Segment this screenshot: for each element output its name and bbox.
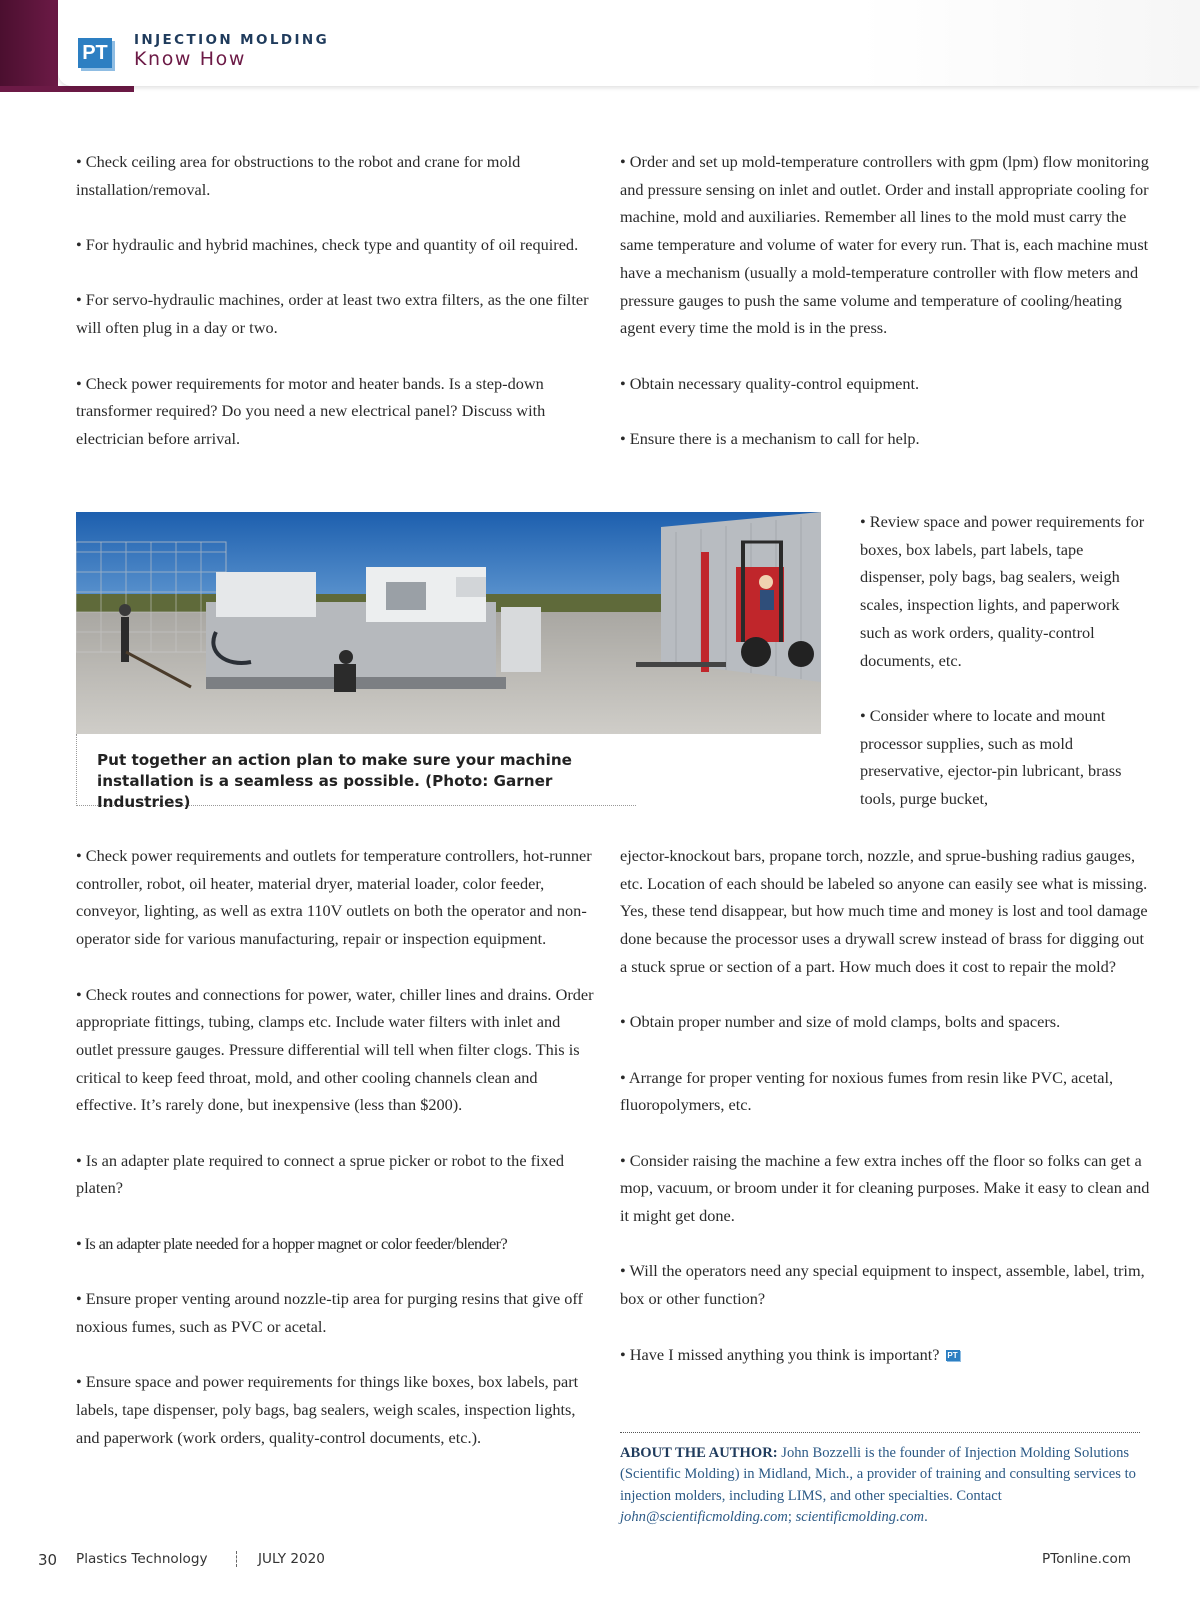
left-column-bottom bbox=[76, 842, 596, 1451]
bullet-item: • Order and set up mold-temperature controllers with gpm (lpm) flow monitoring and pressure sensing on inlet and outlet. Order and install appropriate cooling for machine, mold and auxiliaries. Remember all lines to the mold must carry the same temperature and volume of water for every run. That is, each machine must have a mechanism (usually a mold-temperature controller with flow meters and pressure gauges to push the same volume and temperature of cooling/heating agent every time the mold is in the press. bbox=[620, 152, 1149, 338]
footer-separator bbox=[236, 1551, 237, 1567]
photo-caption bbox=[76, 734, 636, 811]
bullet-item: • Consider raising the machine a few extra inches off the floor so folks can get a mop, vacuum, or broom under it for cleaning purposes. Make it easy to clean and it might get done. bbox=[620, 1150, 1150, 1226]
right-column-top bbox=[620, 148, 1150, 453]
bullet-item: • For servo-hydraulic machines, order at least two extra filters, as the one filter will often plug in a day or two. bbox=[76, 290, 589, 338]
section-title: INJECTION MOLDING bbox=[134, 32, 330, 48]
paragraph-continued: ejector-knockout bars, propane torch, nozzle, and sprue-bushing radius gauges, etc. Location of each should be labeled so anyone can easily see what is missing. Yes, these tend disappear, but how much time and money is lost and tool damage done because the processor uses a drywall screw instead of brass for digging out a stuck sprue or section of a part. How much does it cost to repair the mold? bbox=[620, 846, 1148, 976]
bullet-item: • Ensure there is a mechanism to call for help. bbox=[620, 429, 920, 448]
bullet-item: • Is an adapter plate required to connect a sprue picker or robot to the fixed platen? bbox=[76, 1150, 565, 1198]
author-separator: ; bbox=[787, 1509, 792, 1526]
bullet-item: • Check routes and connections for power, water, chiller lines and drains. Order appropriate fittings, tubing, clamps etc. Include water filters with inlet and outlet pressure gauges. Pressure differential will tell when filter clogs. This is critical to keep feed throat, mold, and other cooling channels clean and effective. It’s rarely done, but inexpensive (less than $200). bbox=[76, 984, 594, 1115]
bullet-item: • Check power requirements for motor and heater bands. Is a step-down transformer required? Do you need a new electrical panel? Discuss with electrician before arrival. bbox=[76, 373, 546, 448]
author-email-link[interactable]: john@scientificmolding.com bbox=[620, 1509, 788, 1526]
header-accent-bar bbox=[0, 86, 134, 92]
bullet-item: • Check power requirements and outlets for temperature controllers, hot-runner controller, robot, oil heater, material dryer, material loader, color feeder, conveyor, lighting, as well as extra 110V outlets on both the operator and non-operator side for various manufacturing, repair or inspection equipment. bbox=[76, 846, 592, 949]
about-the-author bbox=[620, 1443, 1145, 1529]
bullet-item: • Review space and power requirements for boxes, box labels, part labels, tape dispenser, poly bags, bag sealers, weigh scales, inspection lights, and paperwork such as work orders, quality-control documents, etc. bbox=[860, 512, 1145, 670]
right-narrow-column bbox=[860, 508, 1152, 813]
bullet-item-last bbox=[620, 1341, 1150, 1369]
author-end: . bbox=[924, 1509, 928, 1526]
right-column-bottom bbox=[620, 842, 1150, 1368]
bullet-item: • Consider where to locate and mount processor supplies, such as mold preservative, ejector-pin lubricant, brass tools, purge bucket, bbox=[860, 705, 1122, 809]
section-subtitle: Know How bbox=[134, 48, 246, 70]
header-accent-block bbox=[0, 0, 58, 92]
page-number: 30 bbox=[38, 1551, 58, 1569]
photo-caption-text: Put together an action plan to make sure your machine installation is a seamless as possible. (Photo: Garner Industries) bbox=[97, 751, 572, 811]
bullet-item: • Obtain necessary quality-control equipment. bbox=[620, 373, 920, 393]
bullet-item: • Ensure space and power requirements for things like boxes, box labels, part labels, tape dispenser, poly bags, bag sealers, weigh scales, inspection lights, and paperwork (work orders, quality-control documents, etc.). bbox=[76, 1372, 579, 1447]
bullet-item: • Is an adapter plate needed for a hopper magnet or color feeder/blender? bbox=[76, 1233, 508, 1253]
author-label: ABOUT THE AUTHOR: bbox=[620, 1445, 778, 1461]
bullet-item: • Obtain proper number and size of mold clamps, bolts and spacers. bbox=[620, 1012, 1061, 1032]
bullet-item: • Check ceiling area for obstructions to the robot and crane for mold installation/removal. bbox=[76, 152, 521, 199]
bullet-item: • Will the operators need any special equipment to inspect, assemble, label, trim, box or other function? bbox=[620, 1261, 1145, 1309]
footer-issue: JULY 2020 bbox=[258, 1551, 325, 1567]
pt-logo: PT bbox=[78, 38, 112, 68]
bullet-item: • Ensure proper venting around nozzle-tip area for purging resins that give off noxious fumes, such as PVC or acetal. bbox=[76, 1289, 583, 1336]
photo-machine-installation bbox=[76, 512, 821, 734]
author-website-link[interactable]: scientificmolding.com bbox=[795, 1509, 925, 1526]
author-bio: John Bozzelli is the founder of Injection Molding Solutions (Scientific Molding) in Midland, Mich., a provider of training and consulting services to injection molders, including LIMS, and other specialties. Contact bbox=[620, 1445, 1136, 1504]
bullet-item: • Arrange for proper venting for noxious fumes from resin like PVC, acetal, fluoropolymers, etc. bbox=[620, 1067, 1114, 1115]
photo-illustration bbox=[76, 512, 821, 734]
pt-end-mark-icon: PT bbox=[947, 1351, 958, 1361]
left-column-top bbox=[76, 148, 596, 453]
bullet-text: • Have I missed anything you think is important? bbox=[620, 1344, 940, 1364]
author-divider bbox=[620, 1432, 1140, 1433]
footer-website: PTonline.com bbox=[1042, 1551, 1132, 1567]
bullet-item: • For hydraulic and hybrid machines, check type and quantity of oil required. bbox=[76, 235, 579, 255]
footer-publication: Plastics Technology bbox=[76, 1551, 208, 1567]
